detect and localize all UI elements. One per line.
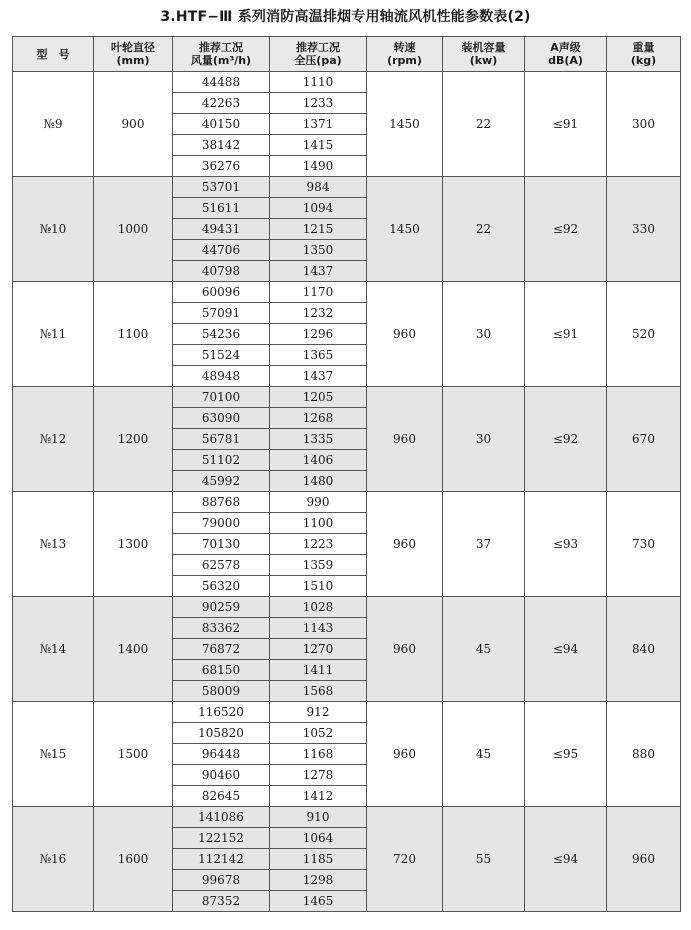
airflow-cell: 105820 <box>173 723 270 744</box>
airflow-cell: 40798 <box>173 261 270 282</box>
table-row <box>13 492 681 513</box>
header-row <box>13 37 681 72</box>
noise-cell: ≤94 <box>525 597 607 702</box>
airflow-cell: 38142 <box>173 135 270 156</box>
table-row <box>13 807 681 828</box>
airflow-cell: 49431 <box>173 219 270 240</box>
power-cell: 37 <box>443 492 525 597</box>
airflow-cell: 88768 <box>173 492 270 513</box>
airflow-cell: 62578 <box>173 555 270 576</box>
noise-cell: ≤91 <box>525 282 607 387</box>
airflow-cell: 56781 <box>173 429 270 450</box>
weight-cell: 520 <box>607 282 681 387</box>
power-cell: 45 <box>443 702 525 807</box>
table-row <box>13 702 681 723</box>
pressure-cell: 1412 <box>270 786 367 807</box>
pressure-cell: 1568 <box>270 681 367 702</box>
diameter-cell: 1300 <box>94 492 173 597</box>
header-diameter: 叶轮直径 (mm) <box>94 37 173 72</box>
speed-cell: 720 <box>367 807 443 912</box>
pressure-cell: 1490 <box>270 156 367 177</box>
speed-cell: 960 <box>367 387 443 492</box>
header-model: 型 号 <box>13 37 94 72</box>
model-cell: №13 <box>13 492 94 597</box>
diameter-cell: 1400 <box>94 597 173 702</box>
diameter-cell: 1100 <box>94 282 173 387</box>
model-cell: №12 <box>13 387 94 492</box>
pressure-cell: 1465 <box>270 891 367 912</box>
diameter-cell: 1600 <box>94 807 173 912</box>
pressure-cell: 1028 <box>270 597 367 618</box>
pressure-cell: 1215 <box>270 219 367 240</box>
airflow-cell: 90460 <box>173 765 270 786</box>
noise-cell: ≤95 <box>525 702 607 807</box>
airflow-cell: 58009 <box>173 681 270 702</box>
pressure-cell: 1278 <box>270 765 367 786</box>
airflow-cell: 36276 <box>173 156 270 177</box>
pressure-cell: 1143 <box>270 618 367 639</box>
airflow-cell: 116520 <box>173 702 270 723</box>
weight-cell: 730 <box>607 492 681 597</box>
pressure-cell: 1223 <box>270 534 367 555</box>
airflow-cell: 63090 <box>173 408 270 429</box>
airflow-cell: 51524 <box>173 345 270 366</box>
pressure-cell: 1298 <box>270 870 367 891</box>
airflow-cell: 87352 <box>173 891 270 912</box>
model-cell: №10 <box>13 177 94 282</box>
pressure-cell: 984 <box>270 177 367 198</box>
pressure-cell: 1411 <box>270 660 367 681</box>
model-cell: №15 <box>13 702 94 807</box>
speed-cell: 960 <box>367 492 443 597</box>
pressure-cell: 1233 <box>270 93 367 114</box>
fan-spec-table <box>12 36 681 912</box>
airflow-cell: 70100 <box>173 387 270 408</box>
airflow-cell: 51102 <box>173 450 270 471</box>
airflow-cell: 141086 <box>173 807 270 828</box>
airflow-cell: 44488 <box>173 72 270 93</box>
power-cell: 30 <box>443 282 525 387</box>
table-row <box>13 387 681 408</box>
pressure-cell: 1480 <box>270 471 367 492</box>
airflow-cell: 83362 <box>173 618 270 639</box>
pressure-cell: 1437 <box>270 261 367 282</box>
model-cell: №16 <box>13 807 94 912</box>
airflow-cell: 44706 <box>173 240 270 261</box>
header-weight: 重量 (kg) <box>607 37 681 72</box>
header-pressure: 推荐工况 全压(pa) <box>270 37 367 72</box>
pressure-cell: 1168 <box>270 744 367 765</box>
pressure-cell: 1185 <box>270 849 367 870</box>
pressure-cell: 1371 <box>270 114 367 135</box>
pressure-cell: 1170 <box>270 282 367 303</box>
airflow-cell: 82645 <box>173 786 270 807</box>
weight-cell: 300 <box>607 72 681 177</box>
airflow-cell: 56320 <box>173 576 270 597</box>
noise-cell: ≤93 <box>525 492 607 597</box>
weight-cell: 880 <box>607 702 681 807</box>
pressure-cell: 1406 <box>270 450 367 471</box>
pressure-cell: 1415 <box>270 135 367 156</box>
diameter-cell: 1200 <box>94 387 173 492</box>
pressure-cell: 1052 <box>270 723 367 744</box>
power-cell: 55 <box>443 807 525 912</box>
diameter-cell: 1500 <box>94 702 173 807</box>
pressure-cell: 1205 <box>270 387 367 408</box>
pressure-cell: 1268 <box>270 408 367 429</box>
noise-cell: ≤94 <box>525 807 607 912</box>
weight-cell: 840 <box>607 597 681 702</box>
power-cell: 45 <box>443 597 525 702</box>
airflow-cell: 53701 <box>173 177 270 198</box>
airflow-cell: 79000 <box>173 513 270 534</box>
pressure-cell: 1094 <box>270 198 367 219</box>
power-cell: 22 <box>443 72 525 177</box>
pressure-cell: 1232 <box>270 303 367 324</box>
airflow-cell: 96448 <box>173 744 270 765</box>
pressure-cell: 990 <box>270 492 367 513</box>
airflow-cell: 68150 <box>173 660 270 681</box>
weight-cell: 960 <box>607 807 681 912</box>
table-body <box>13 72 681 912</box>
airflow-cell: 45992 <box>173 471 270 492</box>
airflow-cell: 70130 <box>173 534 270 555</box>
diameter-cell: 900 <box>94 72 173 177</box>
pressure-cell: 1350 <box>270 240 367 261</box>
pressure-cell: 912 <box>270 702 367 723</box>
airflow-cell: 60096 <box>173 282 270 303</box>
header-speed: 转速 (rpm) <box>367 37 443 72</box>
header-power: 装机容量 (kw) <box>443 37 525 72</box>
pressure-cell: 1437 <box>270 366 367 387</box>
header-noise: A声级 dB(A) <box>525 37 607 72</box>
noise-cell: ≤91 <box>525 72 607 177</box>
pressure-cell: 1365 <box>270 345 367 366</box>
airflow-cell: 51611 <box>173 198 270 219</box>
airflow-cell: 54236 <box>173 324 270 345</box>
model-cell: №14 <box>13 597 94 702</box>
airflow-cell: 42263 <box>173 93 270 114</box>
pressure-cell: 1359 <box>270 555 367 576</box>
airflow-cell: 90259 <box>173 597 270 618</box>
pressure-cell: 910 <box>270 807 367 828</box>
airflow-cell: 40150 <box>173 114 270 135</box>
airflow-cell: 76872 <box>173 639 270 660</box>
pressure-cell: 1270 <box>270 639 367 660</box>
table-row <box>13 72 681 93</box>
header-airflow: 推荐工况 风量(m³/h) <box>173 37 270 72</box>
table-row <box>13 177 681 198</box>
power-cell: 22 <box>443 177 525 282</box>
diameter-cell: 1000 <box>94 177 173 282</box>
airflow-cell: 57091 <box>173 303 270 324</box>
power-cell: 30 <box>443 387 525 492</box>
table-row <box>13 597 681 618</box>
model-cell: №9 <box>13 72 94 177</box>
speed-cell: 1450 <box>367 177 443 282</box>
table-title: 3.HTF−Ⅲ 系列消防高温排烟专用轴流风机性能参数表(2) <box>160 9 531 25</box>
airflow-cell: 122152 <box>173 828 270 849</box>
speed-cell: 1450 <box>367 72 443 177</box>
speed-cell: 960 <box>367 282 443 387</box>
pressure-cell: 1110 <box>270 72 367 93</box>
pressure-cell: 1100 <box>270 513 367 534</box>
speed-cell: 960 <box>367 597 443 702</box>
weight-cell: 670 <box>607 387 681 492</box>
speed-cell: 960 <box>367 702 443 807</box>
weight-cell: 330 <box>607 177 681 282</box>
table-row <box>13 282 681 303</box>
pressure-cell: 1335 <box>270 429 367 450</box>
model-cell: №11 <box>13 282 94 387</box>
noise-cell: ≤92 <box>525 387 607 492</box>
pressure-cell: 1064 <box>270 828 367 849</box>
noise-cell: ≤92 <box>525 177 607 282</box>
pressure-cell: 1510 <box>270 576 367 597</box>
airflow-cell: 48948 <box>173 366 270 387</box>
airflow-cell: 112142 <box>173 849 270 870</box>
airflow-cell: 99678 <box>173 870 270 891</box>
pressure-cell: 1296 <box>270 324 367 345</box>
